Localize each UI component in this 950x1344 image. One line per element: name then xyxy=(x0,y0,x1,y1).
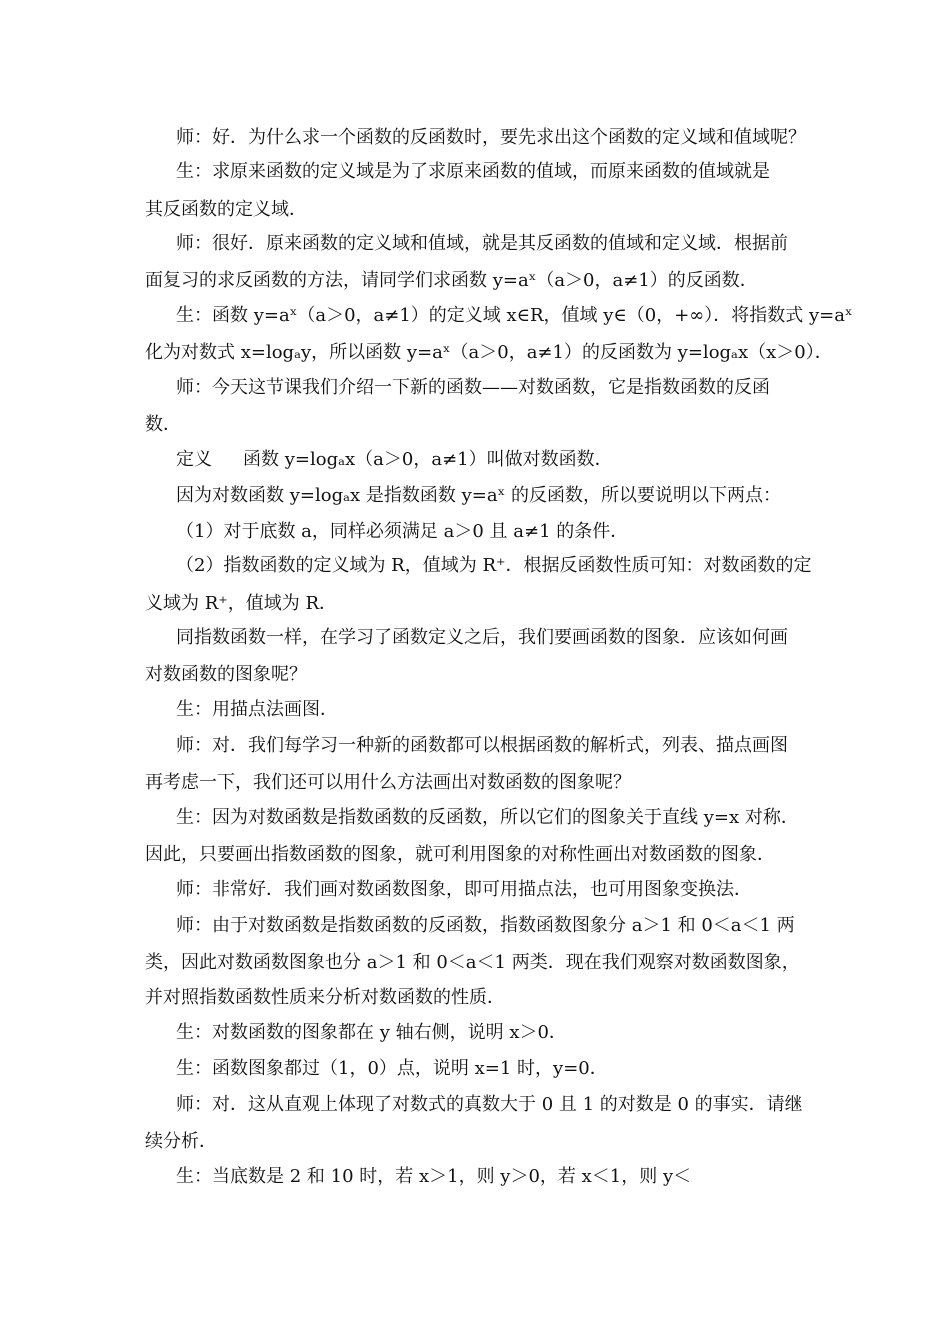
list-item: （1）对于底数 a，同样必须满足 a＞0 且 a≠1 的条件． xyxy=(176,521,629,542)
definition-label: 定义 xyxy=(176,449,212,470)
paragraph-line: 化为对数式 x=logₐy，所以函数 y=aˣ（a＞0，a≠1）的反函数为 y=logₐx（x＞0）． xyxy=(145,342,833,363)
paragraph-line: 生：对数函数的图象都在 y 轴右侧，说明 x＞0． xyxy=(176,1022,567,1043)
paragraph-line: 生：函数图象都过（1，0）点，说明 x=1 时，y=0． xyxy=(176,1058,608,1079)
paragraph-line: 再考虑一下，我们还可以用什么方法画出对数函数的图象呢？ xyxy=(145,772,631,793)
paragraph-line: 师：由于对数函数是指数函数的反函数，指数函数图象分 a＞1 和 0＜a＜1 两 xyxy=(176,915,795,936)
paragraph-line: 对数函数的图象呢？ xyxy=(145,664,307,685)
paragraph-line: 其反函数的定义域． xyxy=(145,199,307,220)
paragraph-line: 生：用描点法画图． xyxy=(176,699,338,720)
paragraph-line: 面复习的求反函数的方法，请同学们求函数 y=aˣ（a＞0，a≠1）的反函数． xyxy=(145,270,758,291)
list-item: （2）指数函数的定义域为 R，值域为 R⁺．根据反函数性质可知：对数函数的定 xyxy=(176,555,812,576)
paragraph-line: 因此，只要画出指数函数的图象，就可利用图象的对称性画出对数函数的图象． xyxy=(145,844,775,865)
paragraph-line: 师：今天这节课我们介绍一下新的函数——对数函数，它是指数函数的反函 xyxy=(176,377,770,398)
paragraph-line: 师：非常好．我们画对数函数图象，即可用描点法，也可用图象变换法． xyxy=(176,879,752,900)
paragraph-line: 师：对．我们每学习一种新的函数都可以根据函数的解析式，列表、描点画图 xyxy=(176,735,788,756)
paragraph-line: 类，因此对数函数图象也分 a＞1 和 0＜a＜1 两类．现在我们观察对数函数图象， xyxy=(145,952,800,973)
definition-line xyxy=(0,449,613,471)
paragraph-line: 生：因为对数函数是指数函数的反函数，所以它们的图象关于直线 y=x 对称． xyxy=(176,807,799,828)
definition-text: 函数 y=logₐx（a＞0，a≠1）叫做对数函数． xyxy=(243,449,613,470)
paragraph-line: 生：当底数是 2 和 10 时，若 x＞1，则 y＞0，若 x＜1，则 y＜ xyxy=(176,1166,692,1187)
paragraph-line: 师：对．这从直观上体现了对数式的真数大于 0 且 1 的对数是 0 的事实．请继 xyxy=(176,1094,803,1115)
paragraph-line: 数． xyxy=(145,414,181,435)
paragraph-line: 同指数函数一样，在学习了函数定义之后，我们要画函数的图象．应该如何画 xyxy=(176,627,788,648)
paragraph-line: 并对照指数函数性质来分析对数函数的性质． xyxy=(145,987,505,1008)
paragraph-line: 续分析． xyxy=(145,1131,217,1152)
paragraph-line: 生：函数 y=aˣ（a＞0，a≠1）的定义域 x∈R，值域 y∈（0，+∞）．将指数式 y=aˣ xyxy=(176,305,853,326)
paragraph-line: 师：很好．原来函数的定义域和值域，就是其反函数的值域和定义域．根据前 xyxy=(176,233,788,254)
paragraph-line: 师：好．为什么求一个函数的反函数时，要先求出这个函数的定义域和值域呢？ xyxy=(176,127,806,148)
paragraph-line: 生：求原来函数的定义域是为了求原来函数的值域，而原来函数的值域就是 xyxy=(176,161,770,182)
paragraph-line: 因为对数函数 y=logₐx 是指数函数 y=aˣ 的反函数，所以要说明以下两点： xyxy=(176,485,781,506)
paragraph-line: 义域为 R⁺，值域为 R． xyxy=(145,593,338,614)
